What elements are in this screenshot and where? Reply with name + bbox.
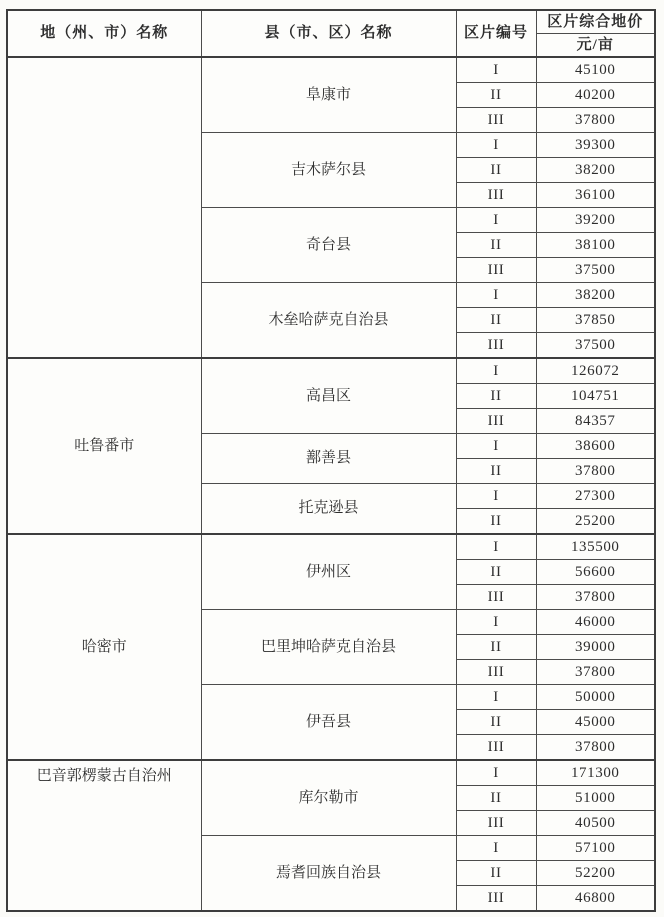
price-cell: 50000 bbox=[536, 685, 655, 710]
price-cell: 36100 bbox=[536, 183, 655, 208]
county-cell: 奇台县 bbox=[201, 208, 456, 283]
zone-no-cell: III bbox=[456, 585, 536, 610]
header-county: 县（市、区）名称 bbox=[201, 10, 456, 57]
price-cell: 126072 bbox=[536, 358, 655, 384]
zone-no-cell: I bbox=[456, 685, 536, 710]
zone-no-cell: III bbox=[456, 183, 536, 208]
county-cell: 库尔勒市 bbox=[201, 760, 456, 836]
county-cell: 鄯善县 bbox=[201, 434, 456, 484]
zone-no-cell: III bbox=[456, 660, 536, 685]
zone-no-cell: I bbox=[456, 484, 536, 509]
price-cell: 38600 bbox=[536, 434, 655, 459]
zone-no-cell: III bbox=[456, 409, 536, 434]
table-header bbox=[7, 10, 655, 57]
zone-no-cell: I bbox=[456, 434, 536, 459]
price-cell: 57100 bbox=[536, 836, 655, 861]
price-cell: 38200 bbox=[536, 158, 655, 183]
zone-no-cell: I bbox=[456, 358, 536, 384]
price-cell: 45100 bbox=[536, 57, 655, 83]
zone-no-cell: III bbox=[456, 258, 536, 283]
zone-no-cell: I bbox=[456, 760, 536, 786]
zone-no-cell: II bbox=[456, 308, 536, 333]
county-cell: 托克逊县 bbox=[201, 484, 456, 535]
county-cell: 高昌区 bbox=[201, 358, 456, 434]
county-cell: 伊州区 bbox=[201, 534, 456, 610]
price-cell: 37800 bbox=[536, 735, 655, 761]
price-cell: 37850 bbox=[536, 308, 655, 333]
zone-no-cell: I bbox=[456, 534, 536, 560]
price-cell: 171300 bbox=[536, 760, 655, 786]
header-zone-no: 区片编号 bbox=[456, 10, 536, 57]
price-cell: 37800 bbox=[536, 660, 655, 685]
prefecture-cell: 巴音郭楞蒙古自治州 bbox=[7, 760, 201, 911]
price-cell: 46800 bbox=[536, 886, 655, 912]
price-cell: 37500 bbox=[536, 258, 655, 283]
zone-no-cell: III bbox=[456, 108, 536, 133]
price-cell: 40200 bbox=[536, 83, 655, 108]
zone-no-cell: III bbox=[456, 333, 536, 359]
zone-no-cell: III bbox=[456, 811, 536, 836]
county-cell: 焉耆回族自治县 bbox=[201, 836, 456, 912]
price-cell: 84357 bbox=[536, 409, 655, 434]
zone-no-cell: I bbox=[456, 836, 536, 861]
zone-no-cell: I bbox=[456, 57, 536, 83]
price-cell: 25200 bbox=[536, 509, 655, 535]
zone-no-cell: II bbox=[456, 560, 536, 585]
price-cell: 39200 bbox=[536, 208, 655, 233]
zone-no-cell: II bbox=[456, 786, 536, 811]
zone-no-cell: II bbox=[456, 635, 536, 660]
zone-no-cell: II bbox=[456, 710, 536, 735]
header-price-unit: 元/亩 bbox=[536, 34, 655, 58]
price-cell: 38200 bbox=[536, 283, 655, 308]
prefecture-cell: 吐鲁番市 bbox=[7, 358, 201, 534]
county-cell: 伊吾县 bbox=[201, 685, 456, 761]
zone-no-cell: III bbox=[456, 886, 536, 912]
price-cell: 37800 bbox=[536, 108, 655, 133]
zone-no-cell: III bbox=[456, 735, 536, 761]
table-row bbox=[7, 760, 655, 786]
zone-no-cell: II bbox=[456, 83, 536, 108]
price-cell: 46000 bbox=[536, 610, 655, 635]
zone-no-cell: II bbox=[456, 384, 536, 409]
price-cell: 37500 bbox=[536, 333, 655, 359]
price-cell: 38100 bbox=[536, 233, 655, 258]
zone-no-cell: II bbox=[456, 233, 536, 258]
table-row bbox=[7, 57, 655, 83]
county-cell: 吉木萨尔县 bbox=[201, 133, 456, 208]
zone-no-cell: I bbox=[456, 610, 536, 635]
price-cell: 37800 bbox=[536, 459, 655, 484]
header-price-title: 区片综合地价 bbox=[536, 10, 655, 34]
price-cell: 52200 bbox=[536, 861, 655, 886]
table-row bbox=[7, 358, 655, 384]
header-prefecture: 地（州、市）名称 bbox=[7, 10, 201, 57]
price-cell: 39000 bbox=[536, 635, 655, 660]
zone-no-cell: I bbox=[456, 283, 536, 308]
price-cell: 51000 bbox=[536, 786, 655, 811]
county-cell: 巴里坤哈萨克自治县 bbox=[201, 610, 456, 685]
price-cell: 104751 bbox=[536, 384, 655, 409]
land-price-table bbox=[6, 9, 656, 912]
table-row bbox=[7, 534, 655, 560]
zone-no-cell: II bbox=[456, 459, 536, 484]
zone-no-cell: II bbox=[456, 509, 536, 535]
zone-no-cell: II bbox=[456, 158, 536, 183]
price-cell: 56600 bbox=[536, 560, 655, 585]
zone-no-cell: I bbox=[456, 133, 536, 158]
price-cell: 40500 bbox=[536, 811, 655, 836]
prefecture-cell: 哈密市 bbox=[7, 534, 201, 760]
price-cell: 45000 bbox=[536, 710, 655, 735]
price-cell: 39300 bbox=[536, 133, 655, 158]
zone-no-cell: II bbox=[456, 861, 536, 886]
prefecture-cell bbox=[7, 57, 201, 358]
county-cell: 阜康市 bbox=[201, 57, 456, 133]
county-cell: 木垒哈萨克自治县 bbox=[201, 283, 456, 359]
price-cell: 135500 bbox=[536, 534, 655, 560]
price-cell: 37800 bbox=[536, 585, 655, 610]
price-cell: 27300 bbox=[536, 484, 655, 509]
zone-no-cell: I bbox=[456, 208, 536, 233]
